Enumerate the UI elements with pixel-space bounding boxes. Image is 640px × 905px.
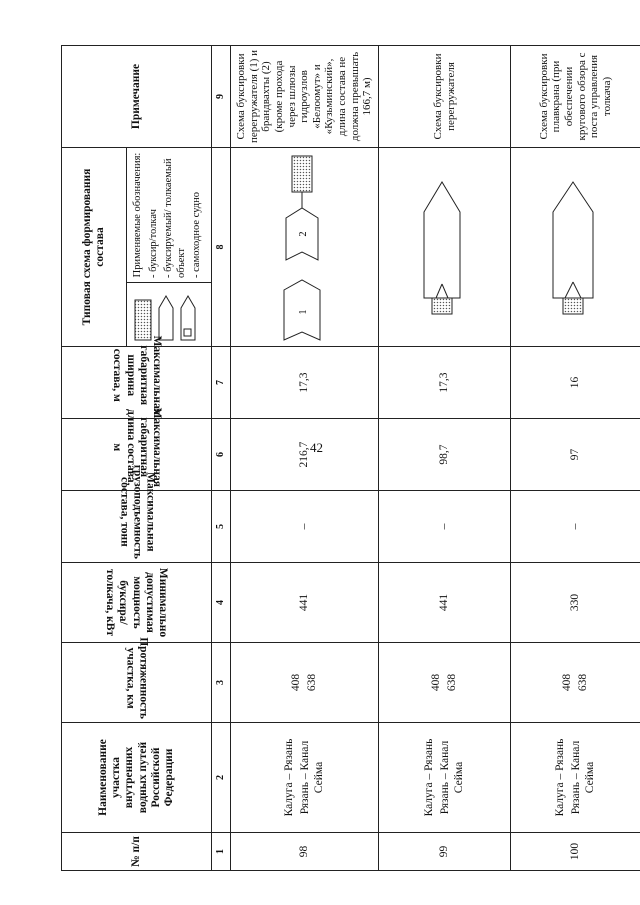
table-row xyxy=(379,45,511,870)
header-max-width-text: Максимальная габаритная ширина состава, м xyxy=(111,335,163,415)
scheme-crane-svg xyxy=(543,172,603,322)
max-width: 17,3 xyxy=(379,347,511,419)
header-max-length-text: Максимальная габаритная длина состава, м xyxy=(111,407,163,487)
section-name: Рязань – Канал Сейма xyxy=(439,740,465,815)
table-row xyxy=(231,45,379,870)
formation-scheme xyxy=(231,147,379,346)
note: Схема буксировки перегружателя (1) и брандвахты (2) (кроме прохода через шлюзы гидроузлов «Белоомут» и «Кузьминский», длина состава не должна превышать 166,7 м) xyxy=(231,45,379,147)
note: Схема буксировки плавкрана (при обеспечении кругового обзора с поста управления толкача) xyxy=(511,45,640,147)
max-capacity: – xyxy=(379,491,511,563)
section-names xyxy=(231,723,379,833)
legend-tug-label: - буксир/толкач xyxy=(148,209,160,278)
legend-item xyxy=(163,152,187,278)
section-lengths xyxy=(231,643,379,723)
legend-item xyxy=(191,152,203,278)
header-note: Примечание xyxy=(62,45,212,147)
header-length-km-text: Протяженность участка, км xyxy=(124,637,150,719)
colnum: 3 xyxy=(212,643,231,723)
max-length: 98,7 xyxy=(379,419,511,491)
formation-scheme xyxy=(379,147,511,346)
note: Схема буксировки перегружателя xyxy=(379,45,511,147)
header-capacity-text: Максимальная грузоподъемность состава, тонн xyxy=(117,464,157,560)
section-names xyxy=(379,723,511,833)
floating-crane xyxy=(553,182,593,298)
row-number: 99 xyxy=(379,833,511,871)
section-name: Калуга – Рязань xyxy=(283,738,296,817)
convoy-table xyxy=(61,45,640,871)
colnum: 6 xyxy=(212,419,231,491)
header-number: № п/п xyxy=(62,833,212,871)
legend-title: Применяемые обозначения: xyxy=(132,152,144,278)
max-length: 216,7 xyxy=(231,419,379,491)
colnum: 7 xyxy=(212,347,231,419)
colnum: 8 xyxy=(212,147,231,346)
max-capacity: – xyxy=(511,491,640,563)
section-name: Рязань – Канал Сейма xyxy=(570,740,596,815)
section-length: 638 xyxy=(306,673,318,692)
section-length: 408 xyxy=(560,673,573,692)
header-power xyxy=(62,563,212,643)
table-row xyxy=(511,45,640,870)
section-names xyxy=(511,723,640,833)
legend-towed-label: - буксируемый/ толкаемый объект xyxy=(163,158,187,278)
rotated-table-wrapper xyxy=(61,46,613,871)
header-row xyxy=(62,45,127,870)
min-power: 441 xyxy=(379,563,511,643)
row-number: 100 xyxy=(511,833,640,871)
min-power: 441 xyxy=(231,563,379,643)
scheme-tow-svg xyxy=(272,152,332,342)
scheme-push-svg xyxy=(412,172,472,322)
towed-object-1-label: 1 xyxy=(298,309,310,315)
section-name: Калуга – Рязань xyxy=(423,738,436,817)
towed-object-symbol xyxy=(159,296,173,340)
header-scheme: Типовая схема формирования состава xyxy=(62,147,127,346)
formation-scheme xyxy=(511,147,640,346)
section-name: Калуга – Рязань xyxy=(554,738,567,817)
header-max-width xyxy=(62,335,212,419)
colnum: 9 xyxy=(212,45,231,147)
section-length: 638 xyxy=(577,673,589,692)
header-power-text: Минимально допустимая мощность буксира/толкача, кВт xyxy=(104,567,170,638)
legend-item xyxy=(148,152,160,278)
max-length: 97 xyxy=(511,419,640,491)
header-max-length xyxy=(62,407,212,491)
header-capacity xyxy=(62,464,212,563)
section-length: 408 xyxy=(429,673,442,692)
section-name: Рязань – Канал Сейма xyxy=(299,740,325,815)
column-number-row xyxy=(212,45,231,870)
legend-text xyxy=(127,147,212,282)
max-width: 17,3 xyxy=(231,347,379,419)
pushed-object xyxy=(424,182,460,298)
header-length-km xyxy=(62,637,212,723)
min-power: 330 xyxy=(511,563,640,643)
colnum: 2 xyxy=(212,723,231,833)
section-lengths xyxy=(511,643,640,723)
legend-self-label: - самоходное судно xyxy=(190,192,202,278)
max-width: 16 xyxy=(511,347,640,419)
section-lengths xyxy=(379,643,511,723)
tug-symbol xyxy=(135,300,151,340)
section-length: 638 xyxy=(446,673,458,692)
page-number: 42 xyxy=(310,440,323,455)
row-number: 98 xyxy=(231,833,379,871)
towed-object-2-label: 2 xyxy=(298,231,310,237)
max-capacity: – xyxy=(231,491,379,563)
section-length: 408 xyxy=(289,673,302,692)
colnum: 5 xyxy=(212,491,231,563)
self-propelled-wheelhouse xyxy=(184,329,191,336)
colnum: 1 xyxy=(212,833,231,871)
legend-symbols-svg xyxy=(131,290,203,342)
colnum: 4 xyxy=(212,563,231,643)
header-section: Наименование участка внутренних водных путей Российской Федерации xyxy=(62,723,212,833)
tug xyxy=(292,156,312,192)
